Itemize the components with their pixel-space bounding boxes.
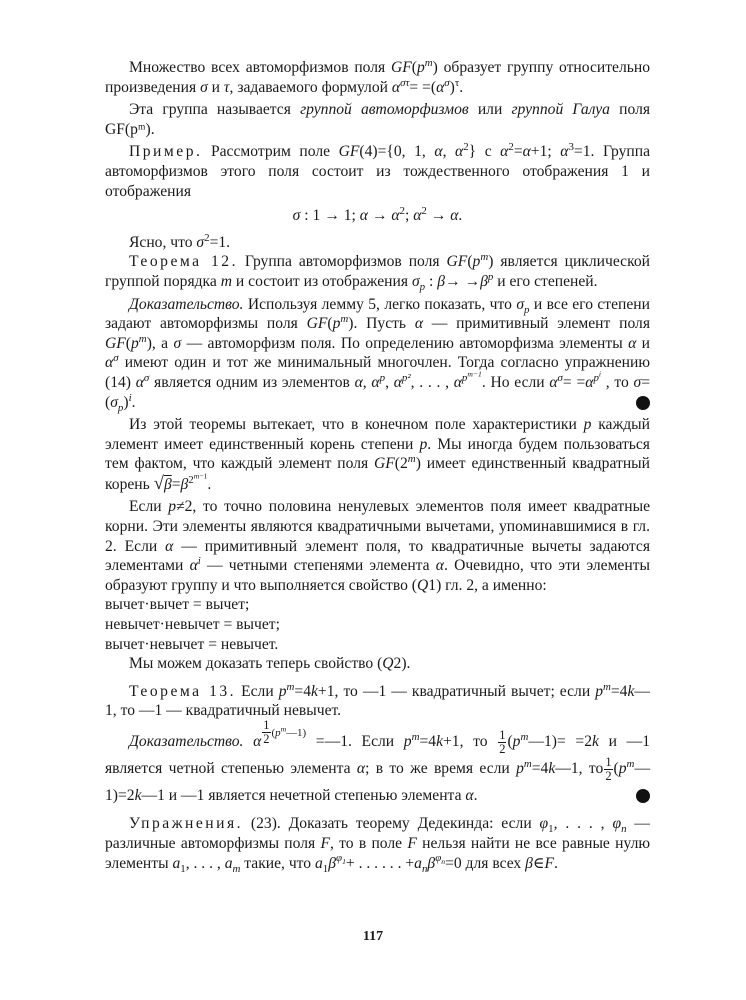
page-body xyxy=(105,58,650,873)
proof-theorem-13: Доказательство. α $\frac{1}{2}$ $^{(p^m—1)}$ =—1. Если $p^m=4k+1$, то $\frac{1}{2}$ $(p^m—1)= =2k$ и —1 является четной степенью элемента α; в то же время если $p^m=4k—1$, то $\frac{1}{2}$ $(p^m—1)=2k—1$ и —1 является нечетной степенью элемента α. xyxy=(105,718,651,805)
rule-residue-residue: вычет·вычет = вычет; xyxy=(105,596,250,614)
theorem-12: Теорема 12. Группа автоморфизмов поля $GF(p^m)$ является циклической группой порядка m и состоит из отображения $\sigma_p$ : $\beta\to \to\beta^p$ и его степеней. xyxy=(105,251,650,294)
paragraph-automorphism-set: Множество всех автоморфизмов поля $GF(p^m)$ образует группу относительно произведения σ и τ, задаваемого формулой $\alpha^{\sigma\tau}= =(\alpha^\sigma)^\tau$. xyxy=(105,56,650,96)
proof-theorem-12: Доказательство. Используя лемму 5, легко показать, что $\sigma_p$ и все его степени задают автоморфизмы поля $GF(p^m)$. Пусть α — примитивный элемент поля $GF(p^m)$, а σ — автоморфизм поля. По определению автоморфизма элементы α и $\alpha^\sigma$ имеют один и тот же минимальный многочлен. Тогда согласно упражнению (14) $\alpha^\sigma$ является одним из элементов α, $\alpha^p$, $\alpha^{p^2}$, . . . , $\alpha^{p^{m-1}}$. Но если $\alpha^\sigma= =\alpha^{p^i}$ , то $\sigma=(\sigma_p)^i$. xyxy=(105,295,651,414)
paragraph-property-q2: Мы можем доказать теперь свойство (Q2). xyxy=(129,655,411,673)
paragraph-quadratic-residues: Если p≠2, то точно половина ненулевых элементов поля имеет квадратные корни. Эти элементы являются квадратичными вычетами, упоминавшимися в гл. 2. Если α — примитивный элемент поля, то квадратичные вычеты задаются элементами $\alpha^i$ — четными степенями элемента α. Очевидно, что эти элементы образуют группу и что выполняется свойство (Q1) гл. 2, а именно: xyxy=(105,498,650,594)
end-of-proof-icon xyxy=(636,789,650,803)
page-number: 117 xyxy=(362,929,384,944)
theorem-13: Теорема 13. Если $p^m=4k+1$, то —1 — квадратичный вычет; если $p^m=4k—1$, то —1 — квадратичный невычет. xyxy=(105,680,650,720)
rule-residue-nonresidue: вычет·невычет = невычет. xyxy=(105,635,279,653)
end-of-proof-icon xyxy=(636,396,650,410)
paragraph-sigma-squared: Ясно, что $\sigma^2=1$. xyxy=(129,231,231,251)
paragraph-unique-root: Из этой теоремы вытекает, что в конечном поле характеристики p каждый элемент имеет единственный корень степени p. Мы иногда будем пользоваться тем фактом, что каждый элемент поля GF(2$^m$) имеет единственный квадратный корень $√\beta=\beta^{2^{m-1}}$. xyxy=(105,416,650,494)
paragraph-exercises: Упражнения. (23). Доказать теорему Дедекинда: если $\varphi_1$, . . . , $\varphi_n$ — различные автоморфизмы поля F, то в поле F нельзя найти не все равные нулю элементы $a_1$, . . . , $a_m$ такие, что $a_1\beta^{\varphi_1}+$ . . . . . . $+a_n\beta^{\varphi_n}=0$ для всех β∈F. xyxy=(105,815,650,875)
paragraph-example: Пример. Рассмотрим поле GF(4)={0, 1, α, $\alpha^2$} с $\alpha^2=\alpha+1$; $\alpha^3=1$. Группа автоморфизмов этого поля состоит из тождественного отображения 1 и отображения xyxy=(105,141,650,200)
paragraph-galois-group: Эта группа называется группой автоморфизмов или группой Галуа поля GF(pᵐ). xyxy=(105,101,651,138)
example-formula: σ : 1 → 1; $\alpha \to \alpha^2$; $\alpha^2 \to \alpha$. xyxy=(292,204,463,225)
rule-nonresidue-nonresidue: невычет·невычет = вычет; xyxy=(105,616,280,634)
